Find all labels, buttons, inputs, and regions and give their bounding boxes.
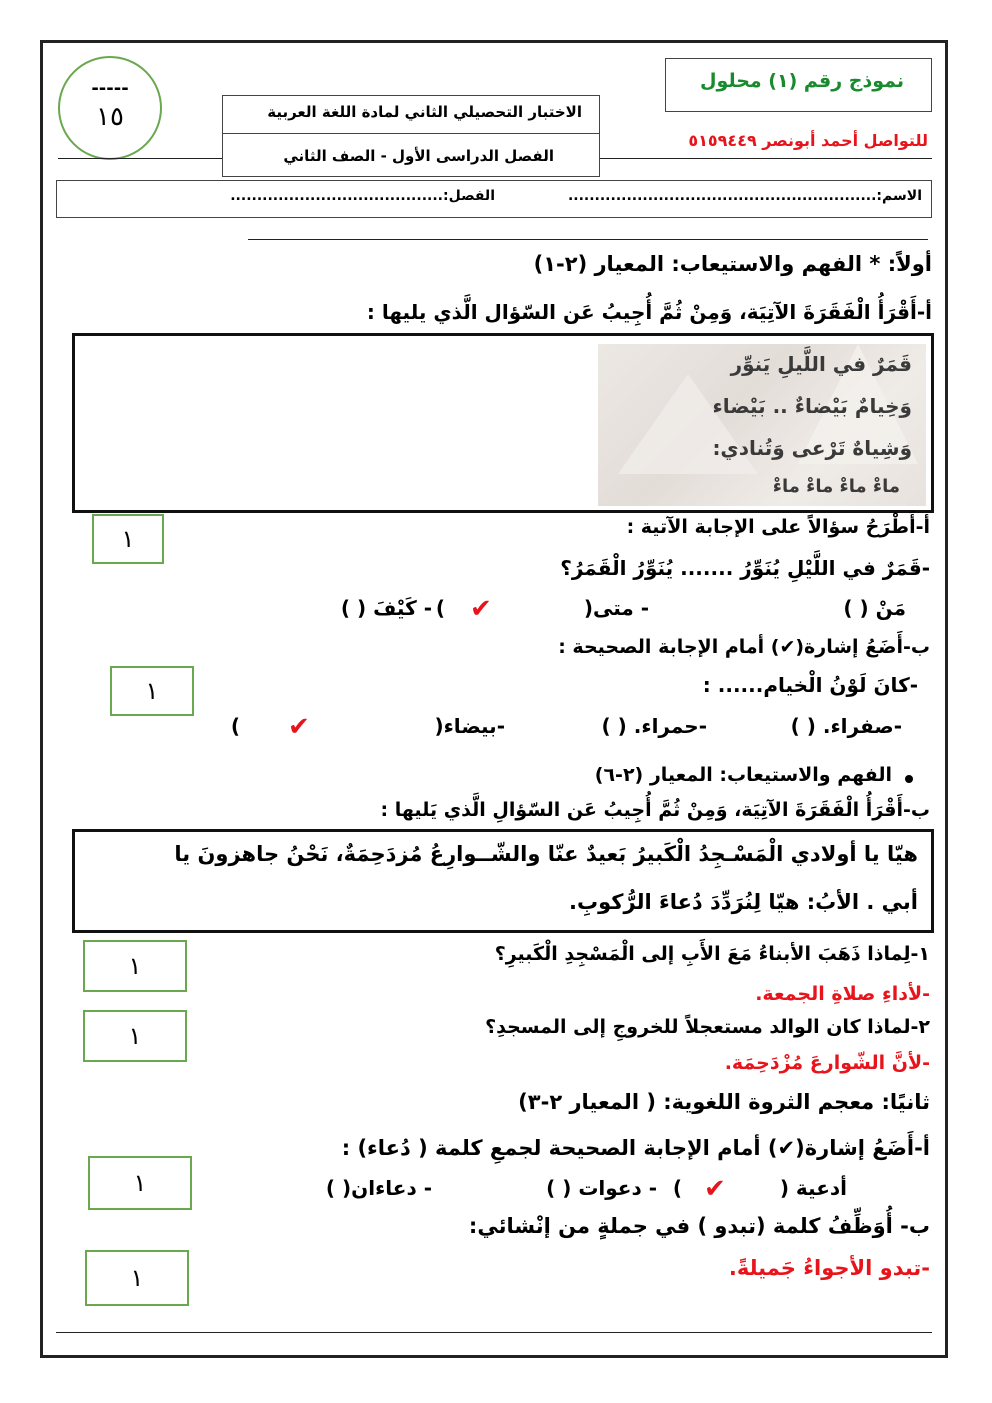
bullet-icon bbox=[905, 775, 913, 783]
exam-subtitle: الفصل الدراسى الأول - الصف الثاني bbox=[283, 147, 554, 165]
exam-title: الاختبار التحصيلي الثاني لمادة اللغة العربية bbox=[267, 103, 582, 121]
s1-q2-title: ب-أَضَعُ إشارة(✔) أمام الإجابة الصحيحة : bbox=[558, 636, 930, 658]
s1-q2-option-white-close: ) bbox=[230, 714, 240, 738]
poem-line-4: ماءْ ماءْ ماءْ ماءْ bbox=[772, 476, 900, 497]
s3-a2: -تبدو الأجواءُ جَميلةً. bbox=[728, 1256, 930, 1280]
passage-line-1: هيّا يا أولادي الْمَسْـجِدُ الْكَبيرُ بَعيدٌ عنّا والشّــوارِعُ مُزدَحِمَةٌ، نَحْنُ جاهزونَ يا bbox=[174, 842, 918, 866]
s3-q1-check-mark: ✔ bbox=[704, 1174, 726, 1204]
s3-q1-option-duaan: - دعاءان( ) bbox=[325, 1176, 432, 1200]
s1-q1-check-mark: ✔ bbox=[470, 594, 492, 624]
s1-q1-score-box: ١ bbox=[92, 514, 164, 564]
s3-q1-score-box: ١ bbox=[88, 1156, 192, 1210]
s2-q1-score-box: ١ bbox=[83, 940, 187, 992]
model-label: نموذج رقم (١) محلول bbox=[700, 70, 904, 92]
s3-q2-score-box: ١ bbox=[85, 1250, 189, 1306]
s2-a2: -لأنَّ الشّوارعَ مُزْدَحِمَة. bbox=[724, 1052, 930, 1074]
s2-q1: ١-لِماذا ذَهَبَ الأبناءُ مَعَ الأَبِ إلى الْمَسْجِدِ الْكَبيرِ؟ bbox=[494, 943, 930, 965]
s2-q2: ٢-لماذا كان الوالد مستعجلاً للخروجِ إلى المسجدِ؟ bbox=[485, 1016, 930, 1038]
s2-q2-score-box: ١ bbox=[83, 1010, 187, 1062]
s1-q1-sentence: -قَمَرٌ في اللَّيْلِ يُنَوِّرُ ....... يُنَوِّرُ الْقَمَرُ؟ bbox=[560, 556, 930, 580]
s3-q1-option-adiya-close: ) bbox=[672, 1176, 682, 1200]
contact-info: للتواصل أحمد أبونصر ٥١٥٩٤٤٩ bbox=[688, 131, 928, 150]
s1-q2-check-mark: ✔ bbox=[288, 712, 310, 742]
section3-heading: ثانيًا: معجم الثروة اللغوية: ( المعيار ٢-٣) bbox=[518, 1090, 930, 1114]
poem-line-2: وَخِيامٌ بَيْضاءٌ .. بَيْضاء bbox=[712, 394, 912, 418]
s1-q1-option-mata-close: ) bbox=[435, 596, 445, 620]
score-total: ١٥ bbox=[96, 102, 124, 132]
s1-q1-option-man: مَنْ ( ) bbox=[843, 596, 906, 620]
class-field[interactable]: الفصل:........................................ bbox=[230, 188, 495, 204]
s1-q1-option-kayfa: - كَيْفَ ( ) bbox=[340, 596, 432, 620]
s2-a1: -لأداءِ صلاةِ الجمعة. bbox=[755, 983, 930, 1005]
s3-q1-option-adiya[interactable]: أدعية ( bbox=[779, 1176, 847, 1200]
s3-q1-option-dawat: - دعوات ( ) bbox=[546, 1176, 657, 1200]
passage-line-2: أبي . الأبُ: هيّا لِنُرَدِّدَ دُعاءَ الرُّكوبِ. bbox=[569, 890, 918, 914]
header-line-left bbox=[58, 158, 222, 159]
title-divider bbox=[222, 133, 600, 134]
section1-instruction: أ-أَقْرَأُ الْفَقَرَةَ الآتِيَة، وَمِنْ ثُمَّ أُجِيبُ عَن السّؤال الَّذي يليها : bbox=[366, 300, 932, 324]
poem-line-1: قَمَرٌ في اللَّيلِ يَنوِّر bbox=[730, 352, 912, 376]
header-line-right bbox=[600, 158, 932, 159]
section2-heading: الفهم والاستيعاب: المعيار (٢-٦) bbox=[594, 764, 892, 786]
section1-heading: أولاً: * الفهم والاستيعاب: المعيار (٢-١) bbox=[533, 252, 932, 276]
s1-q1-title: أ-أَطْرَحُ سؤالاً على الإجابة الآتية : bbox=[626, 516, 930, 538]
s3-q1-title: أ-أَضَعُ إشارة(✔) أمام الإجابة الصحيحة لجمعِ كلمة ( دُعاء) : bbox=[341, 1136, 930, 1160]
separator-line bbox=[248, 239, 928, 240]
score-circle bbox=[58, 56, 162, 160]
poem-line-3: وَشِياهٌ تَرْعى وَتُنادي: bbox=[712, 436, 912, 460]
s1-q2-option-yellow: -صفراء. ( ) bbox=[790, 714, 902, 738]
s1-q2-option-red: -حمراء. ( ) bbox=[601, 714, 707, 738]
s3-q2-title: ب- أُوَظِّفُ كلمة (تبدو ) في جملةٍ من إنْشائي: bbox=[468, 1214, 930, 1238]
score-placeholder: ----- bbox=[91, 78, 129, 99]
section2-instruction: ب-أَقْرَأُ الْفَقَرَةَ الآتِيَة، وَمِنْ ثُمَّ أُجِيبُ عَن السّؤالِ الَّذي يَليها : bbox=[380, 799, 930, 821]
s1-q2-option-white[interactable]: -بيضاء( bbox=[434, 714, 505, 738]
name-field[interactable]: الاسم:.......................................................... bbox=[567, 188, 922, 204]
footer-line bbox=[56, 1332, 932, 1333]
s1-q1-option-mata[interactable]: - متى( bbox=[583, 596, 649, 620]
s1-q2-score-box: ١ bbox=[110, 666, 194, 716]
s1-q2-sentence: -كانَ لَوْنُ الْخيام...... : bbox=[702, 673, 918, 697]
